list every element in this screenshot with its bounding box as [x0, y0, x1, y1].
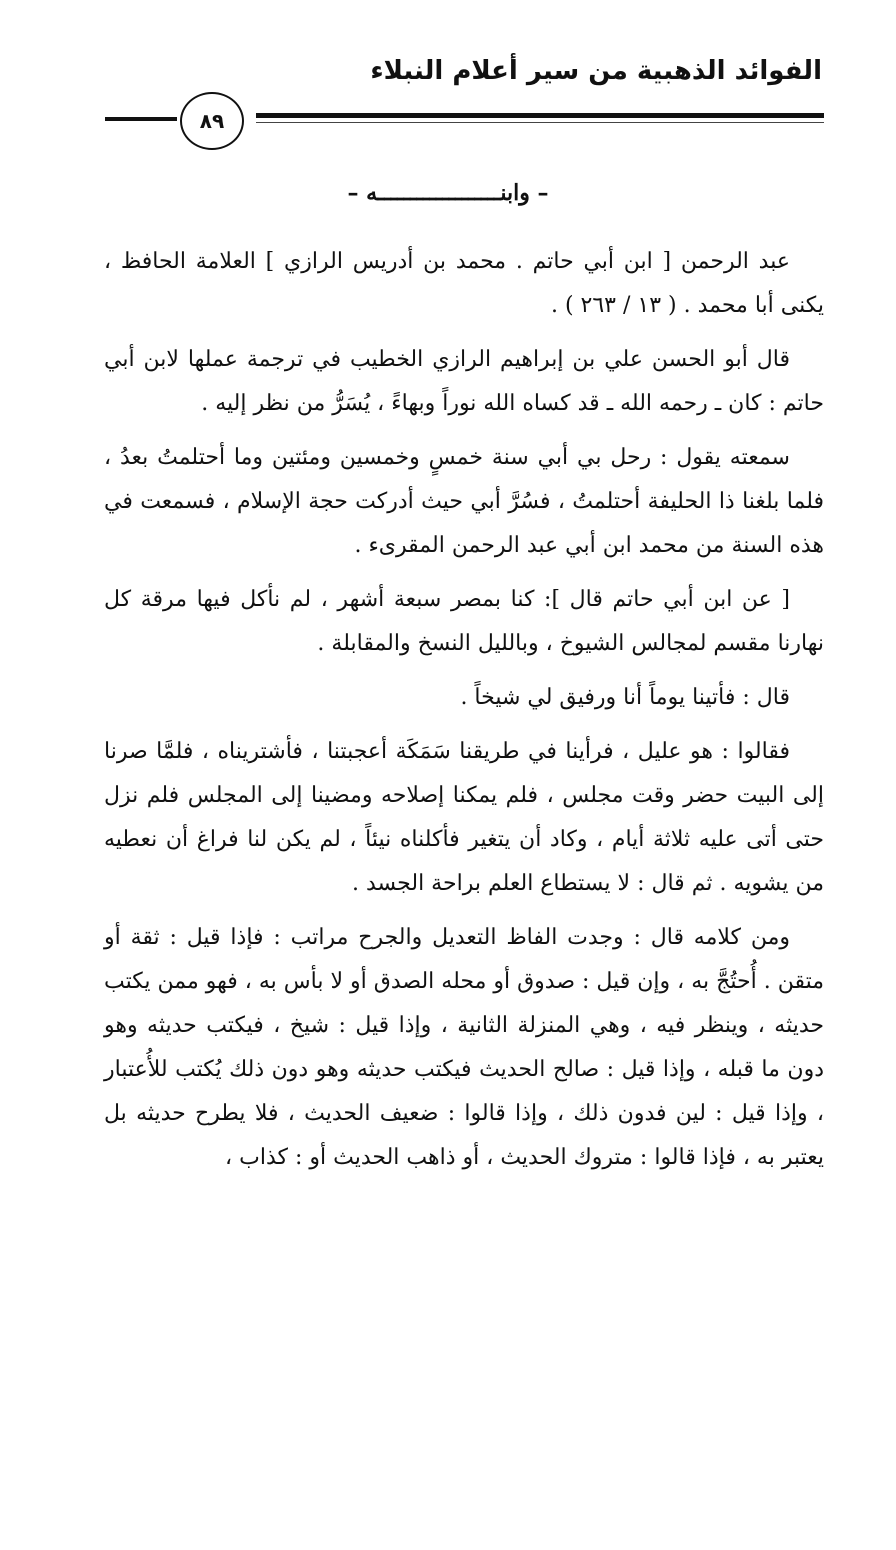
paragraph: قال أبو الحسن علي بن إبراهيم الرازي الخطيب في ترجمة عملها لابن أبي حاتم : كان ـ رحمه الله ـ قد كساه الله نوراً وبهاءً ، يُسَرُّ من نظر إليه .	[104, 347, 824, 416]
paragraph: ومن كلامه قال : وجدت الفاظ التعديل والجرح مراتب : فإذا قيل : ثقة أو متقن . أُحتُجَّ به ، وإن قيل : صدوق أو محله الصدق أو لا بأس به ، فهو ممن يكتب حديثه ، وينظر فيه ، وهي المنزلة الثانية ، وإذا قيل : شيخ ، فيكتب حديثه وهو دون ما قبله ، وإذا قيل : صالح الحديث فيكتب حديثه وهو دون ذلك يُكتب للأُعتبار ، وإذا قيل : لين فدون ذلك ، وإذا قالوا : ضعيف الحديث ، فلا يطرح حديثه بل يعتبر به ، فإذا قالوا : متروك الحديث ، أو ذاهب الحديث أو : كذاب ،	[104, 925, 824, 1170]
running-header-title: الفوائد الذهبية من سير أعلام النبلاء	[370, 56, 822, 86]
body-text	[104, 240, 824, 1190]
paragraph: [ عن ابن أبي حاتم قال ]: كنا بمصر سبعة أشهر ، لم نأكل فيها مرقة كل نهارنا مقسم لمجالس الشيوخ ، وبالليل النسخ والمقابلة .	[104, 587, 824, 656]
paragraph: قال : فأتينا يوماً أنا ورفيق لي شيخاً .	[460, 685, 790, 710]
paragraph: عبد الرحمن [ ابن أبي حاتم . محمد بن أدريس الرازي ] العلامة الحافظ ، يكنى أبا محمد . ( ١٣ / ٢٦٣ ) .	[104, 249, 824, 318]
header-rule-left	[105, 117, 177, 121]
paragraph: سمعته يقول : رحل بي أبي سنة خمسٍ وخمسين ومئتين وما أحتلمتُ بعدُ ، فلما بلغنا ذا الحليفة أحتلمتُ ، فسُرَّ أبي حيث أدركت حجة الإسلام ، فسمعت في هذه السنة من محمد ابن أبي عبد الرحمن المقرىء .	[104, 445, 824, 558]
page-number-badge: ٨٩	[180, 92, 244, 150]
header-rule-thin	[256, 122, 824, 123]
paragraph: فقالوا : هو عليل ، فرأينا في طريقنا سَمَكَة أعجبتنا ، فأشتريناه ، فلمَّا صرنا إلى البيت حضر وقت مجلس ، فلم يمكنا إصلاحه ومضينا إلى المجلس فلم نزل حتى أتى عليه ثلاثة أيام ، وكاد أن يتغير فأكلناه نيئاً ، لم يكن لنا فراغ أن نعطيه من يشويه . ثم قال : لا يستطاع العلم براحة الجسد .	[104, 739, 824, 896]
section-heading: – وابنـــــــــــــــــــه –	[347, 180, 549, 206]
header-rule-thick	[256, 113, 824, 118]
